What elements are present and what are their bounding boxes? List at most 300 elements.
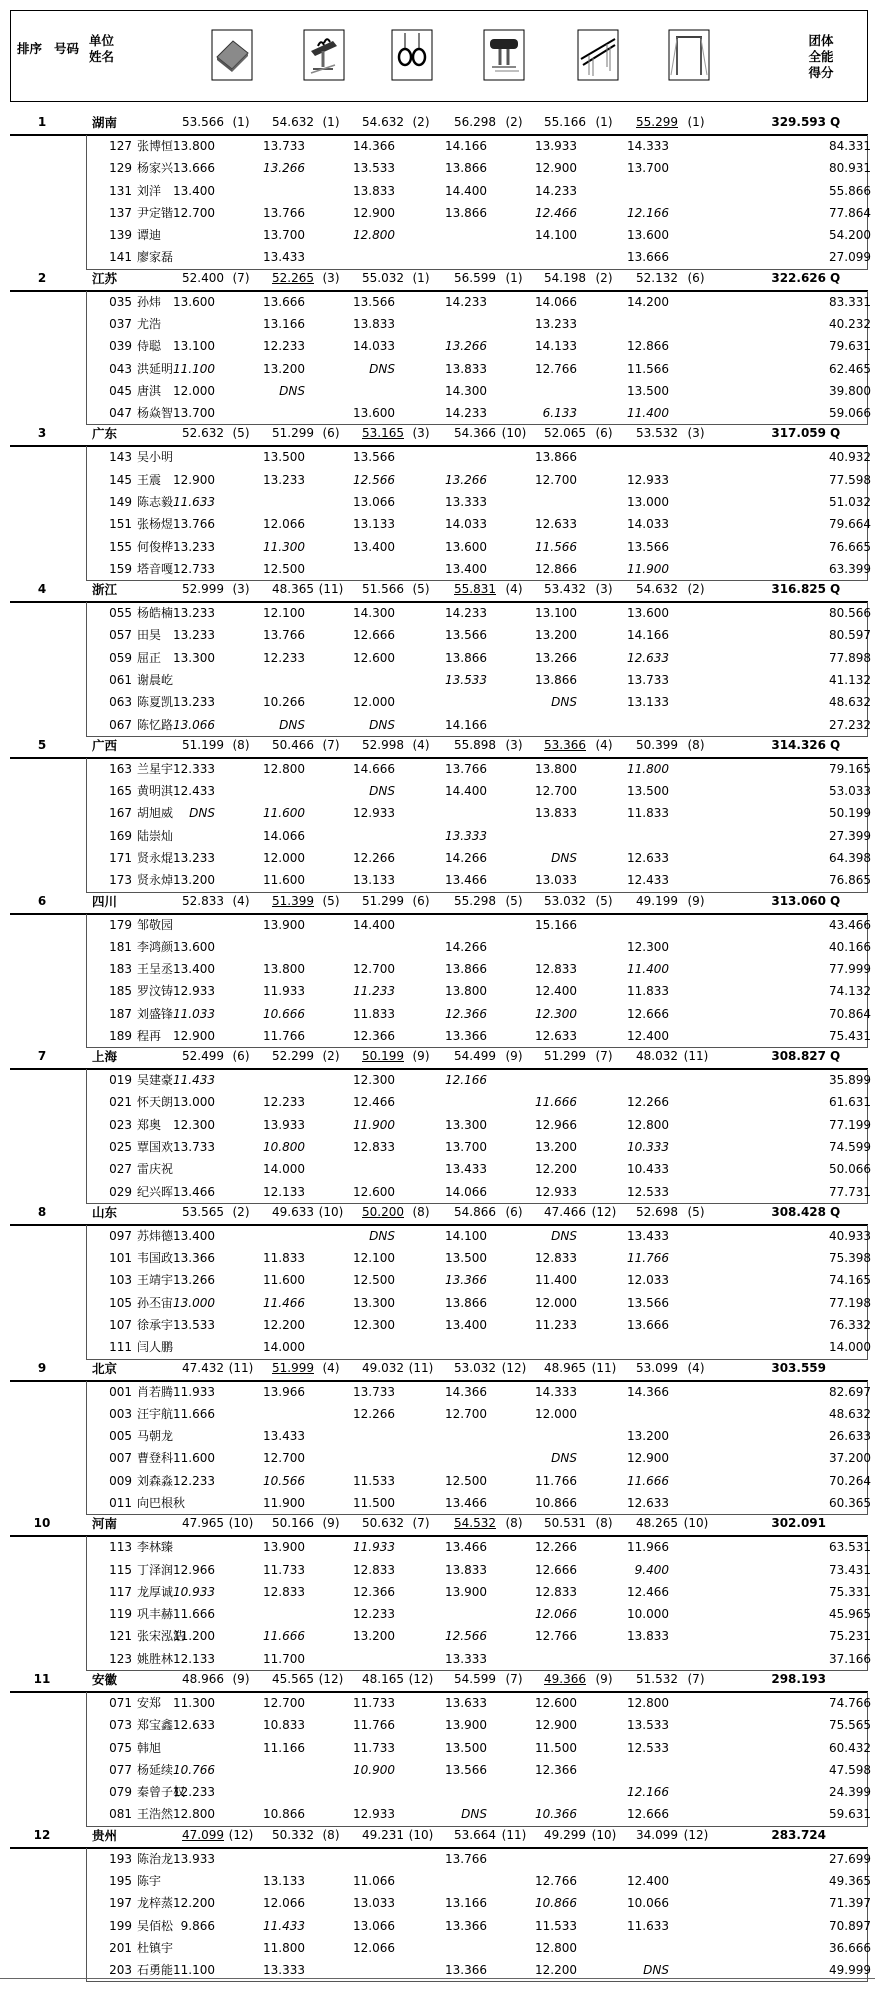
member-all-around-total: 37.200 [829, 1451, 871, 1466]
apparatus-score: 12.400 [627, 1028, 669, 1043]
apparatus-team-rank: (1) [505, 270, 523, 285]
apparatus-score: 12.766 [535, 361, 577, 376]
apparatus-score: DNS [551, 1228, 577, 1243]
member-all-around-total: 49.999 [829, 1963, 871, 1978]
apparatus-score: 12.866 [535, 561, 577, 576]
member-row [87, 1581, 871, 1603]
member-name: 贤永焜 [137, 850, 174, 865]
member-all-around-total: 74.132 [829, 984, 871, 999]
member-row [87, 1937, 871, 1959]
team-summary-row [10, 1045, 868, 1070]
apparatus-score: 13.533 [627, 1718, 669, 1733]
member-list [86, 1848, 871, 1983]
apparatus-score: 13.033 [535, 873, 577, 888]
member-row [87, 980, 871, 1002]
member-number: 025 [109, 1140, 132, 1155]
team-rank: 6 [37, 893, 47, 908]
member-all-around-total: 61.631 [829, 1095, 871, 1110]
apparatus-score: 11.400 [627, 962, 669, 977]
footer-rule [0, 1978, 875, 1979]
apparatus-score: 15.166 [535, 917, 577, 932]
apparatus-team-rank: (8) [595, 1516, 613, 1531]
apparatus-team-rank: (8) [505, 1516, 523, 1531]
apparatus-score: 12.200 [535, 1162, 577, 1177]
apparatus-team-rank: (7) [412, 1516, 430, 1531]
apparatus-score: 13.766 [445, 761, 487, 776]
apparatus-score: 14.366 [353, 139, 395, 153]
member-all-around-total: 76.332 [829, 1318, 871, 1333]
member-row [87, 802, 871, 824]
team-total-header [791, 33, 851, 81]
member-all-around-total: 27.099 [829, 250, 871, 265]
member-list [86, 914, 871, 1049]
apparatus-team-rank: (8) [322, 1827, 340, 1842]
apparatus-team-rank: (1) [322, 115, 340, 129]
member-number: 155 [109, 539, 132, 554]
member-all-around-total: 82.697 [829, 1384, 871, 1399]
apparatus-score: 14.366 [627, 1384, 669, 1399]
member-all-around-total: 75.231 [829, 1629, 871, 1644]
apparatus-score: 12.200 [535, 1963, 577, 1978]
apparatus-team-score: 48.032 [636, 1049, 678, 1064]
apparatus-score: 10.366 [535, 1807, 577, 1822]
apparatus-score: 12.800 [263, 761, 305, 776]
team-name: 江苏 [92, 270, 118, 286]
team-block [10, 734, 871, 888]
member-all-around-total: 45.965 [829, 1607, 871, 1622]
apparatus-team-score: 55.298 [454, 893, 496, 908]
apparatus-team-rank: (11) [501, 1827, 527, 1842]
apparatus-score: 12.533 [627, 1740, 669, 1755]
member-name: 兰星宇 [137, 761, 174, 776]
member-number: 029 [109, 1184, 132, 1199]
apparatus-team-rank: (12) [318, 1672, 344, 1686]
apparatus-score: 12.300 [353, 1073, 395, 1088]
apparatus-score: 12.700 [445, 1406, 487, 1421]
apparatus-score: 14.066 [263, 828, 305, 843]
apparatus-score: 13.400 [173, 962, 215, 977]
member-row [87, 602, 871, 624]
apparatus-score: 12.500 [263, 561, 305, 576]
apparatus-team-rank: (3) [322, 270, 340, 285]
apparatus-team-rank: (3) [412, 426, 430, 441]
apparatus-score: 12.300 [353, 1318, 395, 1333]
apparatus-score: 12.366 [445, 1006, 487, 1021]
total-label-line-2: 全能 [808, 49, 834, 64]
apparatus-score: DNS [189, 806, 215, 821]
apparatus-score: 12.233 [353, 1607, 395, 1622]
apparatus-score: 14.400 [445, 183, 487, 198]
member-number: 111 [109, 1340, 132, 1355]
member-name: 郑宝鑫 [137, 1718, 174, 1733]
apparatus-score: 13.133 [353, 873, 395, 888]
member-all-around-total: 79.165 [829, 761, 871, 776]
apparatus-team-score: 51.199 [182, 737, 224, 752]
member-all-around-total: 80.931 [829, 161, 871, 176]
apparatus-score: 14.300 [445, 383, 487, 398]
apparatus-score: 14.400 [353, 917, 395, 932]
apparatus-score: 13.566 [627, 1295, 669, 1310]
apparatus-score: 13.000 [173, 1295, 215, 1310]
apparatus-team-score: 55.898 [454, 737, 496, 752]
member-number: 151 [109, 517, 132, 532]
apparatus-score: 13.433 [445, 1162, 487, 1177]
member-all-around-total: 14.000 [829, 1340, 871, 1355]
apparatus-score: 13.400 [173, 183, 215, 198]
member-list [86, 758, 871, 893]
apparatus-score: 11.766 [535, 1473, 577, 1488]
apparatus-score: 13.466 [445, 873, 487, 888]
apparatus-team-score: 48.965 [544, 1360, 586, 1375]
apparatus-score: DNS [369, 361, 395, 376]
member-number: 061 [109, 672, 132, 687]
apparatus-score: 13.366 [445, 1963, 487, 1978]
apparatus-score: 13.833 [353, 316, 395, 331]
apparatus-score: 14.066 [445, 1184, 487, 1199]
apparatus-score: 13.666 [627, 1318, 669, 1333]
apparatus-score: 13.533 [353, 161, 395, 176]
member-all-around-total: 39.800 [829, 383, 871, 398]
apparatus-score: 12.233 [263, 339, 305, 354]
apparatus-score: 11.733 [263, 1562, 305, 1577]
apparatus-score: 11.566 [535, 539, 577, 554]
apparatus-team-rank: (3) [232, 582, 250, 597]
team-rank: 3 [37, 426, 47, 441]
apparatus-score: 12.666 [627, 1006, 669, 1021]
member-list [86, 1225, 871, 1360]
apparatus-team-score: 51.399 [272, 893, 314, 908]
apparatus-team-score: 53.165 [362, 426, 404, 441]
team-block [10, 1512, 871, 1666]
apparatus-score: 12.300 [535, 1006, 577, 1021]
apparatus-score: 13.266 [445, 472, 487, 487]
apparatus-score: 13.200 [535, 1140, 577, 1155]
apparatus-score: 12.566 [353, 472, 395, 487]
team-rank: 12 [33, 1827, 51, 1842]
apparatus-score: 13.900 [263, 1540, 305, 1555]
member-row [87, 1781, 871, 1803]
member-number: 105 [109, 1295, 132, 1310]
team-total-score: 317.059 [771, 426, 826, 441]
apparatus-team-score: 54.366 [454, 426, 496, 441]
apparatus-team-rank: (9) [322, 1516, 340, 1531]
member-number: 009 [109, 1473, 132, 1488]
apparatus-team-rank: (10) [318, 1204, 344, 1219]
apparatus-team-score: 55.299 [636, 115, 678, 129]
member-name: 罗汶铸 [137, 984, 174, 999]
apparatus-team-score: 47.965 [182, 1516, 224, 1531]
member-all-around-total: 27.699 [829, 1851, 871, 1866]
apparatus-score: 14.333 [627, 139, 669, 153]
member-list [86, 1536, 871, 1671]
apparatus-score: 13.600 [173, 294, 215, 309]
member-name: 肖若腾 [137, 1384, 174, 1399]
team-summary-row [10, 578, 868, 603]
apparatus-team-rank: (4) [412, 737, 430, 752]
member-all-around-total: 63.531 [829, 1540, 871, 1555]
apparatus-score: 11.500 [535, 1740, 577, 1755]
member-name: 杨延续 [137, 1762, 174, 1777]
apparatus-score: 13.300 [173, 650, 215, 665]
apparatus-team-score: 48.165 [362, 1672, 404, 1686]
team-total-score: 302.091 [771, 1516, 826, 1531]
apparatus-score: 13.066 [173, 717, 215, 732]
member-all-around-total: 53.033 [829, 784, 871, 799]
apparatus-score: 10.000 [627, 1607, 669, 1622]
apparatus-score: 12.800 [353, 228, 395, 243]
member-all-around-total: 77.598 [829, 472, 871, 487]
apparatus-team-rank: (8) [687, 737, 705, 752]
member-number: 057 [109, 628, 132, 643]
apparatus-score: 12.766 [535, 1873, 577, 1888]
member-name: 马朝龙 [137, 1429, 174, 1444]
apparatus-score: 10.066 [627, 1896, 669, 1911]
member-row [87, 758, 871, 780]
team-total-score: 322.626 [771, 270, 826, 285]
member-row [87, 1403, 871, 1425]
apparatus-score: 12.466 [535, 205, 577, 220]
apparatus-team-score: 53.366 [544, 737, 586, 752]
apparatus-score: 12.266 [353, 1406, 395, 1421]
apparatus-score: 11.700 [263, 1651, 305, 1666]
apparatus-score: 12.166 [627, 205, 669, 220]
member-name: 覃国欢 [137, 1140, 174, 1155]
apparatus-team-rank: (12) [501, 1360, 527, 1375]
qualified-mark: Q [830, 1204, 841, 1219]
member-name: 刘森淼 [137, 1473, 174, 1488]
apparatus-score: 13.866 [445, 962, 487, 977]
apparatus-team-rank: (9) [412, 1049, 430, 1064]
member-name: 胡旭威 [137, 806, 174, 821]
apparatus-team-score: 52.400 [182, 270, 224, 285]
member-name: 王浩然 [137, 1807, 174, 1822]
member-name: 田昊 [137, 628, 162, 643]
apparatus-score: 13.800 [173, 139, 215, 153]
apparatus-score: 13.600 [627, 228, 669, 243]
member-row [87, 1225, 871, 1247]
member-number: 117 [109, 1584, 132, 1599]
member-row [87, 1759, 871, 1781]
apparatus-score: DNS [369, 1228, 395, 1243]
apparatus-team-rank: (11) [591, 1360, 617, 1375]
member-row [87, 1625, 871, 1647]
apparatus-score: 12.700 [535, 784, 577, 799]
member-list [86, 446, 871, 581]
apparatus-score: 12.633 [535, 517, 577, 532]
team-block [10, 1045, 871, 1199]
apparatus-score: 12.666 [627, 1807, 669, 1822]
team-rank: 1 [37, 115, 47, 129]
member-all-around-total: 76.865 [829, 873, 871, 888]
apparatus-score: 13.533 [173, 1318, 215, 1333]
apparatus-team-score: 47.432 [182, 1360, 224, 1375]
apparatus-score: 14.233 [445, 606, 487, 621]
team-summary-row [10, 1201, 868, 1226]
member-all-around-total: 74.165 [829, 1273, 871, 1288]
vault-icon [483, 29, 525, 81]
member-row [87, 847, 871, 869]
pommel-horse-icon [303, 29, 345, 81]
apparatus-team-rank: (10) [591, 1827, 617, 1842]
apparatus-score: 13.766 [445, 1851, 487, 1866]
apparatus-team-rank: (3) [505, 737, 523, 752]
member-number: 167 [109, 806, 132, 821]
member-number: 003 [109, 1406, 132, 1421]
apparatus-score: 10.833 [263, 1718, 305, 1733]
apparatus-score: 11.400 [535, 1273, 577, 1288]
name-header: 姓名 [89, 49, 115, 64]
apparatus-team-rank: (2) [232, 1204, 250, 1219]
apparatus-score: 14.100 [535, 228, 577, 243]
apparatus-team-score: 54.866 [454, 1204, 496, 1219]
apparatus-team-rank: (8) [232, 737, 250, 752]
member-row [87, 1803, 871, 1825]
total-label-line-1: 团体 [808, 33, 834, 48]
team-name: 安徽 [92, 1672, 118, 1687]
member-all-around-total: 59.066 [829, 406, 871, 421]
member-all-around-total: 70.864 [829, 1006, 871, 1021]
apparatus-team-score: 56.298 [454, 115, 496, 129]
apparatus-team-rank: (1) [232, 115, 250, 129]
member-all-around-total: 37.166 [829, 1651, 871, 1666]
member-all-around-total: 49.365 [829, 1873, 871, 1888]
apparatus-score: 13.333 [445, 494, 487, 509]
apparatus-score: 13.100 [535, 606, 577, 621]
member-number: 023 [109, 1117, 132, 1132]
apparatus-score: 13.766 [173, 517, 215, 532]
apparatus-score: 13.966 [263, 1384, 305, 1399]
apparatus-score: 12.066 [263, 517, 305, 532]
apparatus-team-score: 55.831 [454, 582, 496, 597]
apparatus-score: 14.066 [535, 294, 577, 309]
apparatus-score: 13.933 [535, 139, 577, 153]
apparatus-score: 11.566 [627, 361, 669, 376]
apparatus-team-rank: (2) [412, 115, 430, 129]
apparatus-score: 11.733 [353, 1740, 395, 1755]
team-rank: 8 [37, 1204, 47, 1219]
member-row [87, 446, 871, 468]
member-row [87, 691, 871, 713]
member-all-around-total: 84.331 [829, 139, 871, 153]
member-number: 039 [109, 339, 132, 354]
apparatus-score: 13.500 [445, 1740, 487, 1755]
member-row [87, 358, 871, 380]
apparatus-score: 10.866 [535, 1896, 577, 1911]
member-list [86, 1381, 871, 1516]
member-number: 193 [109, 1851, 132, 1866]
member-number: 141 [109, 250, 132, 265]
apparatus-score: 11.100 [173, 361, 215, 376]
member-number: 037 [109, 316, 132, 331]
apparatus-team-score: 48.966 [182, 1672, 224, 1686]
apparatus-score: 10.933 [173, 1584, 215, 1599]
apparatus-score: 13.366 [445, 1028, 487, 1043]
apparatus-team-score: 54.198 [544, 270, 586, 285]
team-total-score: 314.326 [771, 737, 826, 752]
member-name: 姚胜林 [137, 1651, 174, 1666]
apparatus-score: 13.600 [627, 606, 669, 621]
member-number: 059 [109, 650, 132, 665]
apparatus-team-rank: (6) [322, 426, 340, 441]
apparatus-score: 13.800 [263, 962, 305, 977]
apparatus-score: 12.266 [353, 850, 395, 865]
apparatus-score: 6.133 [542, 406, 577, 421]
member-name: 杨焱智 [137, 406, 174, 421]
apparatus-team-rank: (5) [322, 893, 340, 908]
apparatus-score: 14.166 [445, 717, 487, 732]
apparatus-score: 13.033 [353, 1896, 395, 1911]
member-row [87, 513, 871, 535]
apparatus-score: DNS [369, 717, 395, 732]
team-block [10, 267, 871, 421]
member-row [87, 402, 871, 424]
member-number: 063 [109, 695, 132, 710]
apparatus-score: 13.400 [353, 539, 395, 554]
member-name: 屈正 [137, 650, 162, 665]
member-number: 005 [109, 1429, 132, 1444]
member-row [87, 157, 871, 179]
apparatus-score: 11.766 [263, 1028, 305, 1043]
team-rank: 9 [37, 1360, 47, 1375]
member-number: 073 [109, 1718, 132, 1733]
apparatus-score: 12.400 [627, 1873, 669, 1888]
member-row [87, 1737, 871, 1759]
member-number: 121 [109, 1629, 132, 1644]
apparatus-score: 14.366 [445, 1384, 487, 1399]
team-name: 上海 [92, 1049, 118, 1065]
member-all-around-total: 59.631 [829, 1807, 871, 1822]
member-row [87, 936, 871, 958]
member-name: 纪兴晖 [137, 1184, 174, 1199]
member-row [87, 1381, 871, 1403]
qualified-mark: Q [830, 582, 841, 597]
apparatus-score: 11.800 [627, 761, 669, 776]
member-all-around-total: 24.399 [829, 1785, 871, 1800]
member-name: 苏炜德 [137, 1228, 174, 1243]
apparatus-score: 12.900 [353, 205, 395, 220]
apparatus-score: 13.733 [173, 1140, 215, 1155]
apparatus-team-score: 50.166 [272, 1516, 314, 1531]
apparatus-team-score: 49.633 [272, 1204, 314, 1219]
apparatus-score: 12.800 [535, 1940, 577, 1955]
apparatus-score: 12.233 [263, 1095, 305, 1110]
apparatus-score: 13.600 [173, 939, 215, 954]
member-all-around-total: 77.199 [829, 1117, 871, 1132]
apparatus-score: 12.700 [173, 205, 215, 220]
member-list [86, 1069, 871, 1204]
member-name: 韦国政 [137, 1251, 174, 1266]
apparatus-score: 14.266 [445, 850, 487, 865]
rank-header: 排序 [17, 41, 43, 56]
member-number: 027 [109, 1162, 132, 1177]
apparatus-score: 11.933 [353, 1540, 395, 1555]
member-row [87, 313, 871, 335]
team-block [10, 1357, 871, 1511]
member-all-around-total: 75.398 [829, 1251, 871, 1266]
unit-header: 单位 [89, 33, 115, 48]
member-all-around-total: 51.032 [829, 494, 871, 509]
member-name: 吴小明 [137, 450, 174, 465]
member-all-around-total: 70.897 [829, 1918, 871, 1933]
apparatus-score: 11.100 [173, 1963, 215, 1978]
apparatus-team-rank: (11) [408, 1360, 434, 1375]
apparatus-team-rank: (5) [595, 893, 613, 908]
member-number: 035 [109, 294, 132, 309]
member-name: 韩旭 [137, 1740, 162, 1755]
member-all-around-total: 76.665 [829, 539, 871, 554]
apparatus-score: 12.700 [263, 1451, 305, 1466]
apparatus-score: 12.033 [627, 1273, 669, 1288]
